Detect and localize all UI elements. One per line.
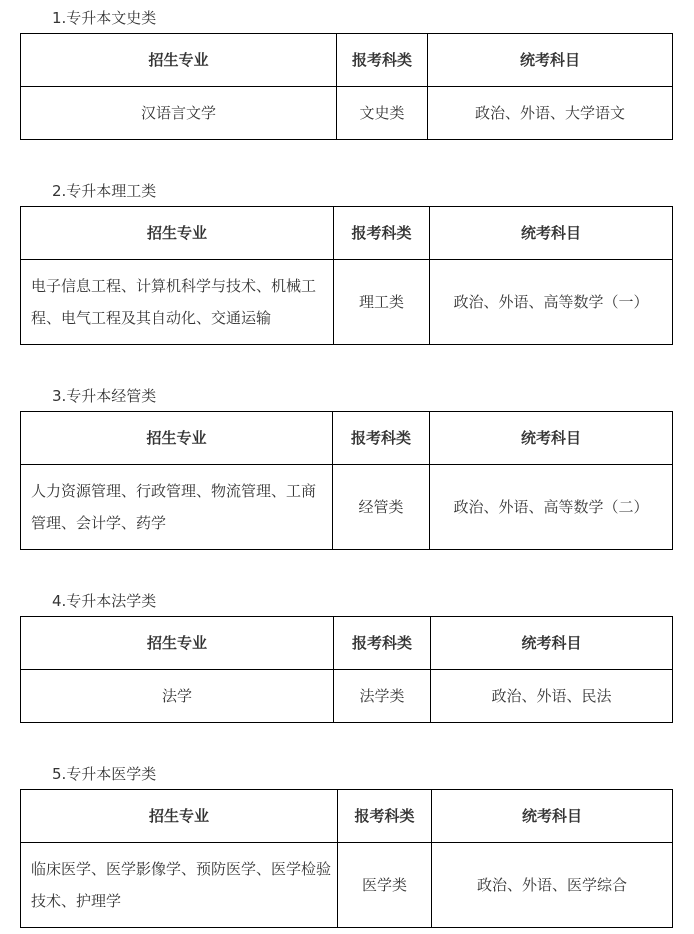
header-majors: 招生专业 — [21, 34, 337, 87]
cell-majors: 法学 — [21, 670, 334, 723]
header-subjects: 统考科目 — [430, 412, 673, 465]
cell-category: 经管类 — [333, 465, 430, 550]
table-medicine — [20, 789, 673, 928]
section-title-economics-management: 3.专升本经管类 — [52, 387, 157, 405]
section-title-science-engineering: 2.专升本理工类 — [52, 182, 157, 200]
cell-subjects: 政治、外语、民法 — [431, 670, 673, 723]
table-header-row — [21, 34, 673, 87]
table-header-row — [21, 790, 673, 843]
table-header-row — [21, 207, 673, 260]
cell-category: 文史类 — [337, 87, 428, 140]
table-row — [21, 843, 673, 928]
table-header-row — [21, 412, 673, 465]
header-majors: 招生专业 — [21, 207, 334, 260]
table-science-engineering — [20, 206, 673, 345]
cell-category: 法学类 — [334, 670, 431, 723]
section-title-law: 4.专升本法学类 — [52, 592, 157, 610]
cell-subjects: 政治、外语、大学语文 — [428, 87, 673, 140]
header-subjects: 统考科目 — [430, 207, 673, 260]
cell-subjects: 政治、外语、高等数学（二） — [430, 465, 673, 550]
header-subjects: 统考科目 — [431, 617, 673, 670]
table-row — [21, 87, 673, 140]
header-category: 报考科类 — [338, 790, 432, 843]
cell-majors: 电子信息工程、计算机科学与技术、机械工程、电气工程及其自动化、交通运输 — [21, 260, 334, 345]
section-title-liberal-arts: 1.专升本文史类 — [52, 9, 157, 27]
table-liberal-arts — [20, 33, 673, 140]
header-category: 报考科类 — [333, 412, 430, 465]
header-majors: 招生专业 — [21, 790, 338, 843]
cell-category: 理工类 — [334, 260, 430, 345]
cell-majors: 临床医学、医学影像学、预防医学、医学检验技术、护理学 — [21, 843, 338, 928]
header-category: 报考科类 — [334, 207, 430, 260]
cell-majors: 汉语言文学 — [21, 87, 337, 140]
cell-majors: 人力资源管理、行政管理、物流管理、工商管理、会计学、药学 — [21, 465, 333, 550]
cell-subjects: 政治、外语、高等数学（一） — [430, 260, 673, 345]
header-subjects: 统考科目 — [428, 34, 673, 87]
cell-category: 医学类 — [338, 843, 432, 928]
header-majors: 招生专业 — [21, 412, 333, 465]
cell-subjects: 政治、外语、医学综合 — [432, 843, 673, 928]
header-category: 报考科类 — [334, 617, 431, 670]
header-majors: 招生专业 — [21, 617, 334, 670]
table-row — [21, 260, 673, 345]
table-row — [21, 465, 673, 550]
table-header-row — [21, 617, 673, 670]
section-title-medicine: 5.专升本医学类 — [52, 765, 157, 783]
table-economics-management — [20, 411, 673, 550]
table-row — [21, 670, 673, 723]
header-category: 报考科类 — [337, 34, 428, 87]
table-law — [20, 616, 673, 723]
header-subjects: 统考科目 — [432, 790, 673, 843]
